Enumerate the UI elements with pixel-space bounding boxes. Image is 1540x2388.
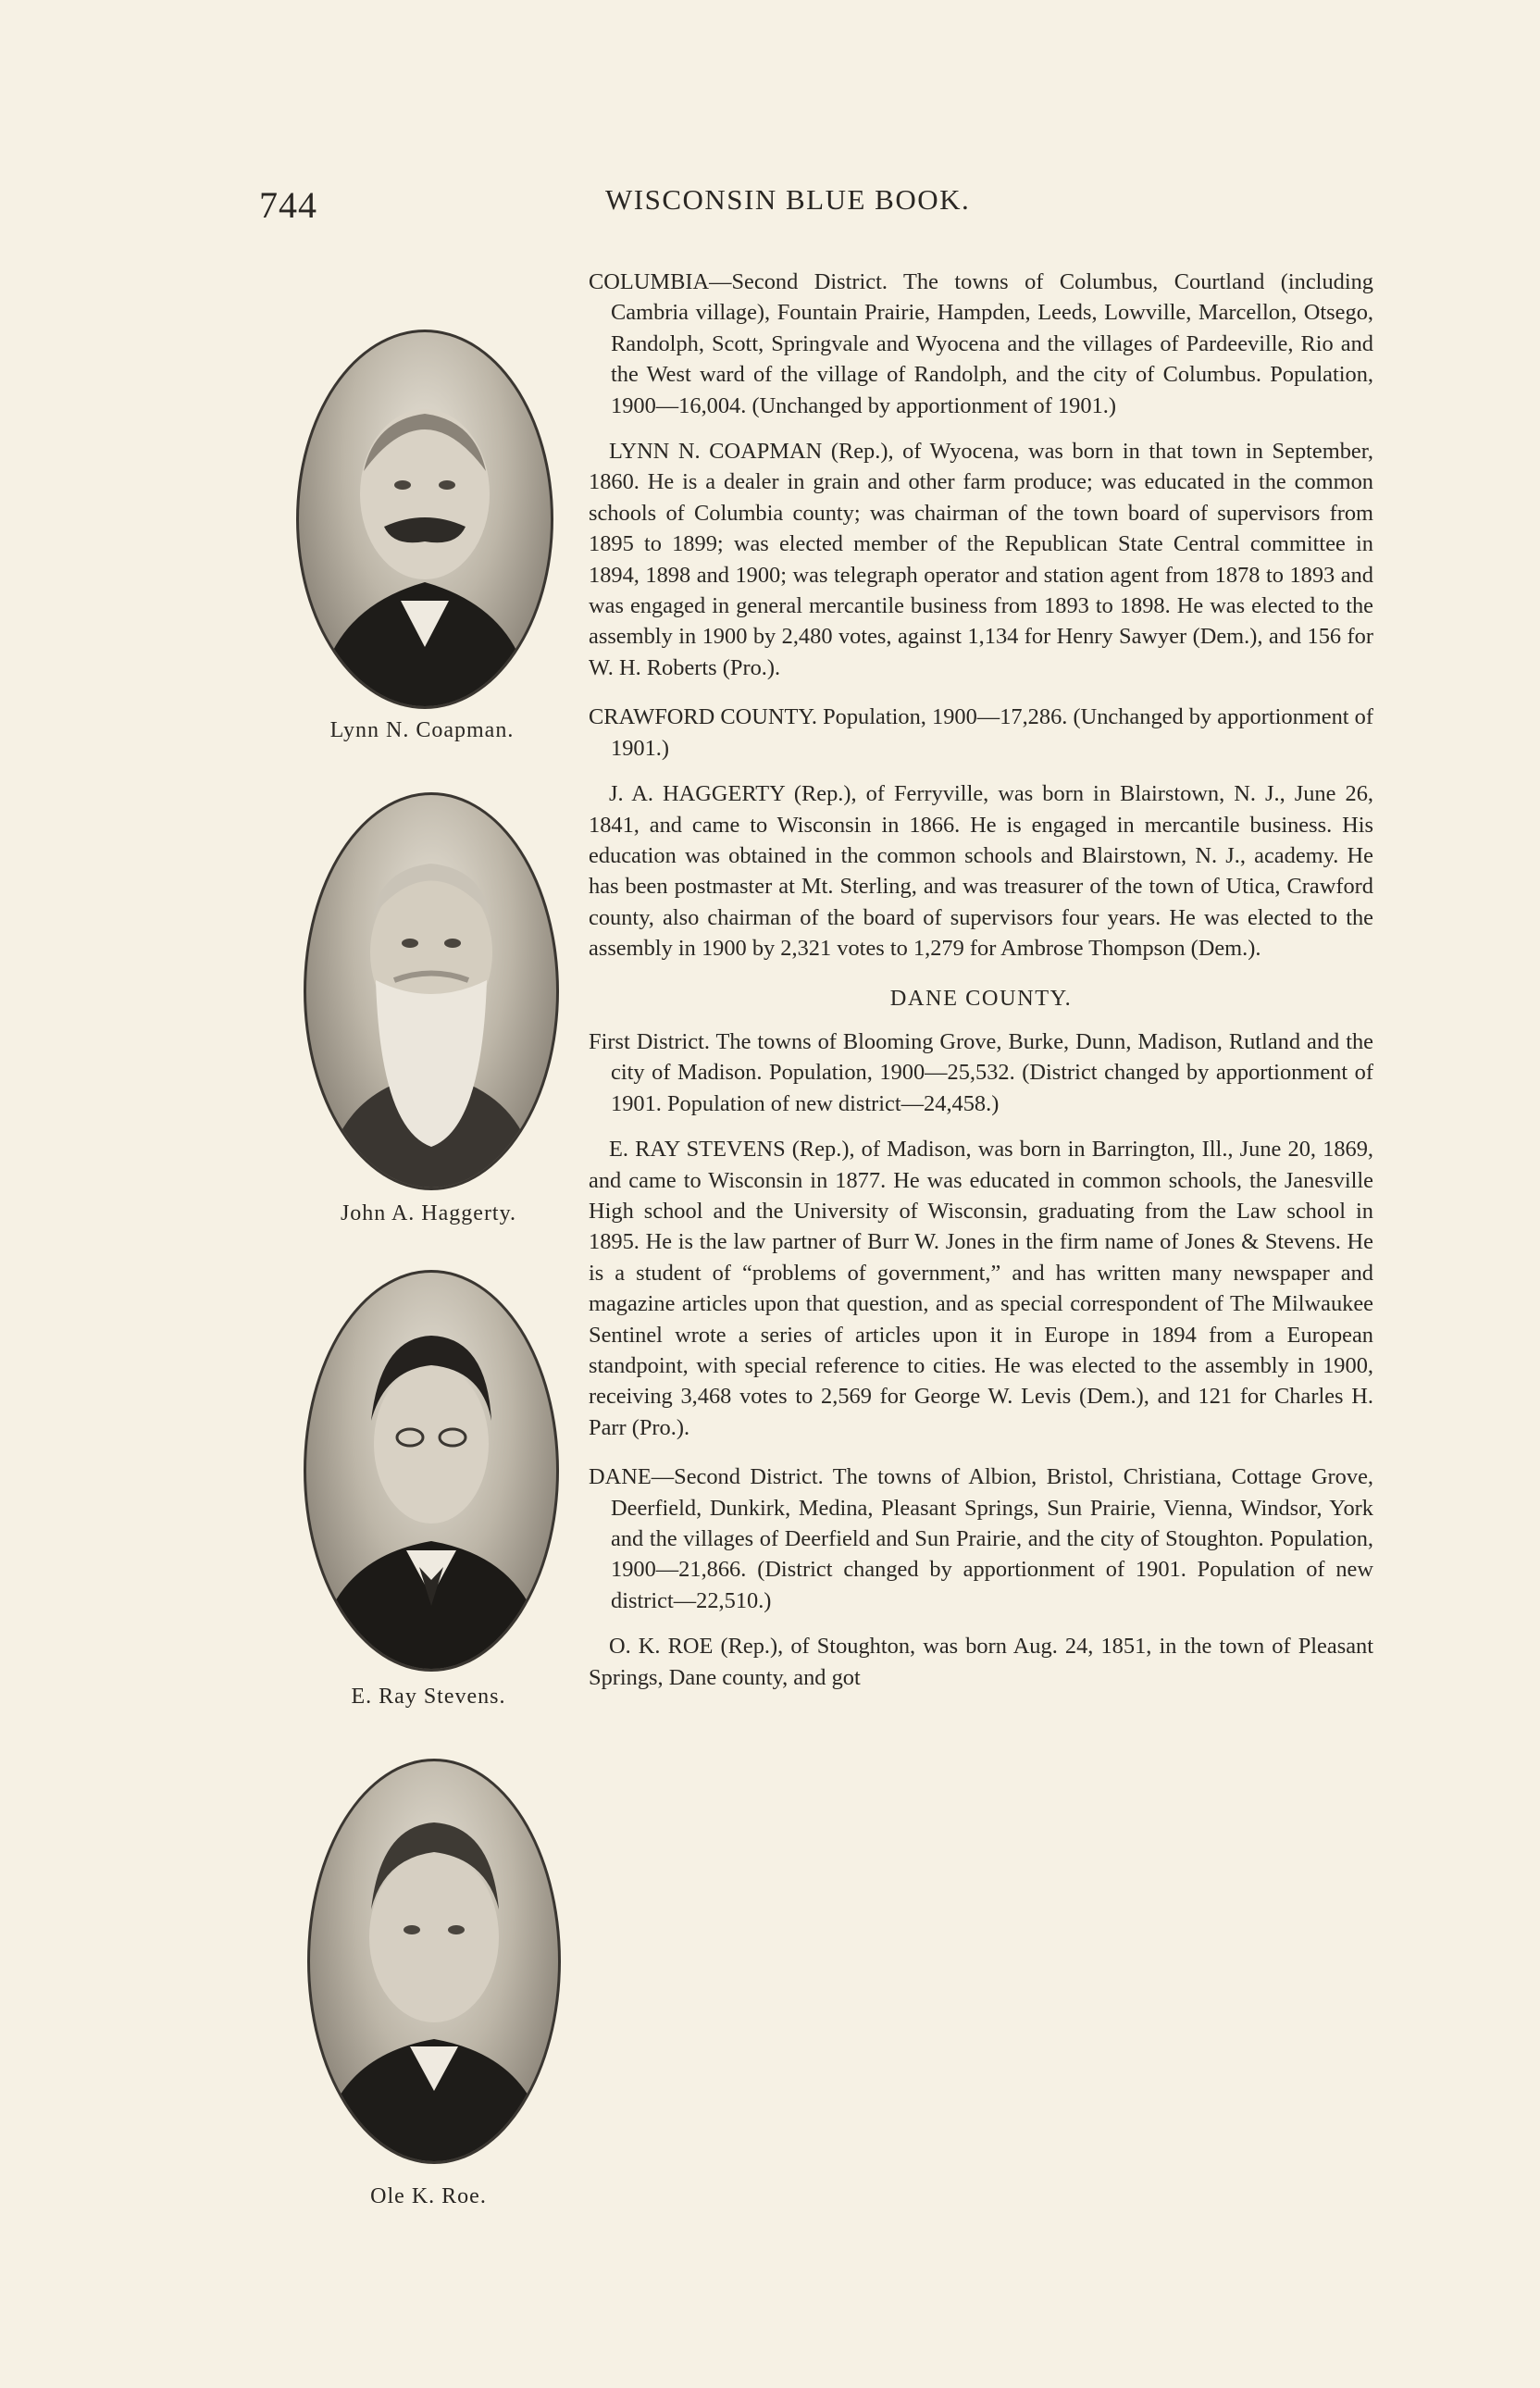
running-head: WISCONSIN BLUE BOOK. — [605, 183, 971, 216]
caption-coapman: Lynn N. Coapman. — [329, 718, 515, 742]
portrait-coapman — [296, 330, 553, 709]
dane-first-district-paragraph: First District. The towns of Blooming Grove, Burke, Dunn, Madison, Rutland and the city of Madison. Population, 1900—25,532. (District changed by apportionment of 1901. Population of new district—24,458.) — [589, 1028, 1373, 1116]
coapman-biography: LYNN N. COAPMAN (Rep.), of Wyocena, was born in that town in September, 1860. He is a dealer in grain and other farm produce; was educated in the common schools of Columbia county; was chairman of the town board of supervisors from 1895 to 1899; was elected member of the Republican State Central committee in 1894, 1898 and 1900; was telegraph operator and station agent from 1878 to 1893 and was engaged in general mercantile business from 1893 to 1898. He was elected to the assembly in 1900 by 2,480 votes, against 1,134 for Henry Sawyer (Dem.), and 156 for W. H. Roberts (Pro.). — [589, 439, 1373, 680]
haggerty-biography: J. A. HAGGERTY (Rep.), of Ferryville, was born in Blairstown, N. J., June 26, 1841, and came to Wisconsin in 1866. He is engaged in mercantile business. His education was obtained in the common schools and Blairstown, N. J., academy. He has been postmaster at Mt. Sterling, and was treasurer of the town of Utica, Crawford county, also chairman of the board of supervisors four years. He was elected to the assembly in 1900 by 2,321 votes to 1,279 for Ambrose Thompson (Dem.). — [589, 781, 1373, 962]
caption-roe: Ole K. Roe. — [370, 2184, 487, 2208]
portrait-roe — [307, 1759, 561, 2164]
caption-stevens: E. Ray Stevens. — [351, 1685, 506, 1709]
dane-county-heading: DANE COUNTY. — [889, 985, 1073, 1011]
caption-haggerty: John A. Haggerty. — [340, 1201, 517, 1225]
portrait-haggerty — [304, 792, 559, 1190]
page-number: 744 — [259, 184, 317, 226]
body-text — [589, 267, 1373, 1711]
roe-biography: O. K. ROE (Rep.), of Stoughton, was born Aug. 24, 1851, in the town of Pleasant Springs, Dane county, and got — [589, 1634, 1373, 1690]
stevens-biography: E. RAY STEVENS (Rep.), of Madison, was born in Barrington, Ill., June 20, 1869, and came to Wisconsin in 1877. He was educated in common schools, the Janesville High school and the University of Wisconsin, graduating from the Law school in 1895. He is the law partner of Burr W. Jones in the firm name of Jones & Stevens. He is a student of “problems of government,” and has written many newspaper and magazine articles upon that question, and as special correspondent of The Milwaukee Sentinel wrote a series of articles upon it in Europe in 1894 from a European standpoint, with special reference to cities. He was elected to the assembly in 1900, receiving 3,468 votes to 2,569 for George W. Levis (Dem.), and 121 for Charles H. Parr (Pro.). — [589, 1137, 1373, 1440]
columbia-district-paragraph: COLUMBIA—Second District. The towns of Columbus, Courtland (including Cambria village), Fountain Prairie, Hampden, Leeds, Lowville, Marcellon, Otsego, Randolph, Scott, Springvale and Wyocena and the villages of Pardeeville, Rio and the West ward of the village of Randolph, and the city of Columbus. Population, 1900—16,004. (Unchanged by apportionment of 1901.) — [589, 269, 1373, 418]
crawford-county-paragraph: CRAWFORD COUNTY. Population, 1900—17,286. (Unchanged by apportionment of 1901.) — [589, 704, 1373, 761]
portrait-stevens — [304, 1270, 559, 1672]
dane-second-district-paragraph: DANE—Second District. The towns of Albion, Bristol, Christiana, Cottage Grove, Deerfield, Dunkirk, Medina, Pleasant Springs, Sun Prairie, Vienna, Windsor, York and the villages of Deerfield and Sun Prairie, and the city of Stoughton. Population, 1900—21,866. (District changed by apportionment of 1901. Population of new district—22,510.) — [589, 1464, 1373, 1613]
